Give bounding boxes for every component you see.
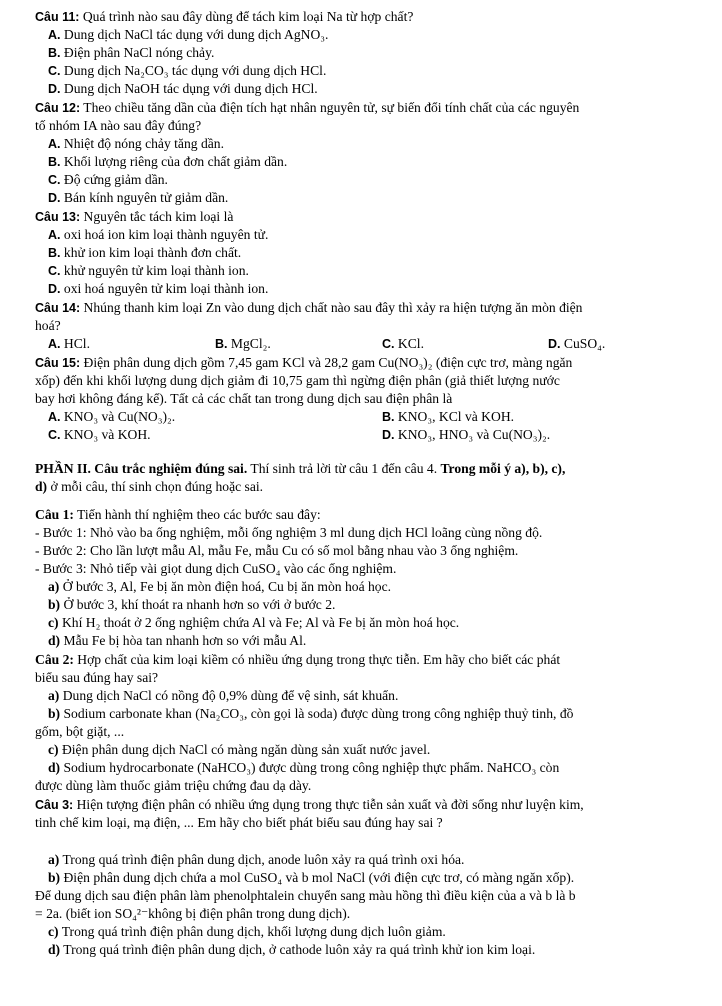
p2q2-item-b: b) Sodium carbonate khan (Na₂CO₃, còn gọi là soda) được dùng trong công nghiệp thuỷ tinh, đồ <box>48 706 574 721</box>
p2q1-item-b: b) Ở bước 3, khí thoát ra nhanh hơn so với ở bước 2. <box>48 597 336 612</box>
q12-option-d: D. Bán kính nguyên tử giảm dần. <box>48 190 229 205</box>
q11-option-b: B. Điện phân NaCl nóng chảy. <box>48 45 215 60</box>
p2q3-item-c: c) Trong quá trình điện phân dung dịch, khối lượng dung dịch luôn giảm. <box>48 924 446 939</box>
p2q3-item-a: a) Trong quá trình điện phân dung dịch, anode luôn xảy ra quá trình oxi hóa. <box>48 852 465 867</box>
part2-heading-line2: d) ở mỗi câu, thí sinh chọn đúng hoặc sai. <box>35 479 264 494</box>
p2q2-label: Câu 2: <box>35 652 74 667</box>
p2q3-item-b: b) Điện phân dung dịch chứa a mol CuSO₄ và b mol NaCl (với điện cực trơ, có màng ngăn xốp). <box>48 870 575 885</box>
p2q3-item-d: d) Trong quá trình điện phân dung dịch, ở cathode luôn xảy ra quá trình khử ion kim loại. <box>48 942 536 957</box>
q11-text: Quá trình nào sau đây dùng để tách kim loại Na từ hợp chất? <box>79 9 414 24</box>
p2q2-item-a: a) Dung dịch NaCl có nồng độ 0,9% dùng để vệ sinh, sát khuẩn. <box>48 688 399 703</box>
q12-option-b: B. Khối lượng riêng của đơn chất giảm dần. <box>48 154 288 169</box>
p2q3-stem-line2: tinh chế kim loại, mạ điện, ... Em hãy cho biết phát biểu sau đúng hay sai ? <box>35 815 443 830</box>
q15-option-d: D. KNO₃, HNO₃ và Cu(NO₃)₂. <box>382 427 551 442</box>
q14-option-d: D. CuSO₄. <box>548 336 606 351</box>
q11-label: Câu 11: <box>35 10 80 24</box>
p2q1-step-2: - Bước 2: Cho lần lượt mẫu Al, mẫu Fe, mẫu Cu có số mol bằng nhau vào 3 ống nghiệm. <box>35 543 519 558</box>
p2q1-item-a: a) Ở bước 3, Al, Fe bị ăn mòn điện hoá, Cu bị ăn mòn hoá học. <box>48 579 392 594</box>
p2q1-label: Câu 1: <box>35 507 74 522</box>
q13-option-b: B. khử ion kim loại thành đơn chất. <box>48 245 242 260</box>
q13-option-a: A. oxi hoá ion kim loại thành nguyên tử. <box>48 227 269 242</box>
p2q2-item-c: c) Điện phân dung dịch NaCl có màng ngăn dùng sản xuất nước javel. <box>48 742 431 757</box>
q14-option-a: A. HCl. <box>48 336 90 351</box>
q11-option-c: C. Dung dịch Na₂CO₃ tác dụng với dung dịch HCl. <box>48 63 327 78</box>
q11-stem <box>35 9 413 25</box>
q14-stem-line2: hoá? <box>35 318 61 333</box>
p2q1-step-1: - Bước 1: Nhỏ vào ba ống nghiệm, mỗi ống nghiệm 3 ml dung dịch HCl loãng cùng nồng độ. <box>35 525 543 540</box>
q15-option-c: C. KNO₃ và KOH. <box>48 427 151 442</box>
q15-stem-line1: Câu 15: Điện phân dung dịch gồm 7,45 gam KCl và 28,2 gam Cu(NO₃)₂ (điện cực trơ, màng ngăn <box>35 355 573 370</box>
q12-option-a: A. Nhiệt độ nóng chảy tăng dần. <box>48 136 224 151</box>
q15-stem-line2: xốp) đến khi khối lượng dung dịch giảm đi 10,75 gam thì ngừng điện phân (giả thiết lượng nước <box>35 373 560 388</box>
p2q3-label: Câu 3: <box>35 798 74 812</box>
q15-stem-line3: bay hơi không đáng kể). Tất cả các chất tan trong dung dịch sau điện phân là <box>35 391 453 406</box>
q14-label: Câu 14: <box>35 301 81 315</box>
p2q1-item-c: c) Khí H₂ thoát ở 2 ống nghiệm chứa Al và Fe; Al và Fe bị ăn mòn hoá học. <box>48 615 460 630</box>
q15-option-a: A. KNO₃ và Cu(NO₃)₂. <box>48 409 176 424</box>
p2q2-stem-line1: Câu 2: Hợp chất của kim loại kiềm có nhiều ứng dụng trong thực tiễn. Em hãy cho biết các phát <box>35 652 561 667</box>
p2q2-item-d-line2: được dùng làm thuốc giảm triệu chứng đau dạ dày. <box>35 778 312 793</box>
q13-option-d: D. oxi hoá nguyên tử kim loại thành ion. <box>48 281 269 296</box>
q14-stem-line1: Câu 14: Nhúng thanh kim loại Zn vào dung dịch chất nào sau đây thì xảy ra hiện tượng ăn mòn điện <box>35 300 583 315</box>
q13-label: Câu 13: <box>35 210 81 224</box>
q15-option-b: B. KNO₃, KCl và KOH. <box>382 409 515 424</box>
q11-option-a: A. Dung dịch NaCl tác dụng với dung dịch AgNO₃. <box>48 27 329 42</box>
p2q2-item-b-line2: gốm, bột giặt, ... <box>35 724 125 739</box>
p2q2-stem-line2: biểu sau đúng hay sai? <box>35 670 159 685</box>
p2q1-step-3: - Bước 3: Nhỏ tiếp vài giọt dung dịch CuSO₄ vào các ống nghiệm. <box>35 561 397 576</box>
q13-option-c: C. khử nguyên tử kim loại thành ion. <box>48 263 249 278</box>
p2q3-stem-line1: Câu 3: Hiện tượng điện phân có nhiều ứng dụng trong thực tiễn sản xuất và đời sống như luyện kim, <box>35 797 584 812</box>
p2q1-stem: Câu 1: Tiến hành thí nghiệm theo các bước sau đây: <box>35 507 321 522</box>
p2q3-item-b-line3: = 2a. (biết ion SO₄²⁻không bị điện phân trong dung dịch). <box>35 906 351 921</box>
p2q1-item-d: d) Mẫu Fe bị hòa tan nhanh hơn so với mẫu Al. <box>48 633 307 648</box>
p2q3-item-b-line2: Để dung dịch sau điện phân làm phenolphtalein chuyển sang màu hồng thì điều kiện của a và b là b <box>35 888 576 903</box>
q14-option-b: B. MgCl₂. <box>215 336 271 351</box>
q13-stem: Câu 13: Nguyên tắc tách kim loại là <box>35 209 234 224</box>
q12-stem-line1: Câu 12: Theo chiều tăng dần của điện tích hạt nhân nguyên tử, sự biến đổi tính chất của các nguyên <box>35 100 580 115</box>
q15-label: Câu 15: <box>35 356 81 370</box>
q12-option-c: C. Độ cứng giảm dần. <box>48 172 168 187</box>
q12-stem-line2: tố nhóm IA nào sau đây đúng? <box>35 118 202 133</box>
part2-heading: PHẦN II. Câu trắc nghiệm đúng sai. Thí sinh trả lời từ câu 1 đến câu 4. Trong mỗi ý a), b), c), <box>35 461 566 476</box>
q11-option-d: D. Dung dịch NaOH tác dụng với dung dịch HCl. <box>48 81 318 96</box>
q12-label: Câu 12: <box>35 101 81 115</box>
p2q2-item-d: d) Sodium hydrocarbonate (NaHCO₃) được dùng trong công nghiệp thực phẩm. NaHCO₃ còn <box>48 760 560 775</box>
q14-option-c: C. KCl. <box>382 336 424 351</box>
